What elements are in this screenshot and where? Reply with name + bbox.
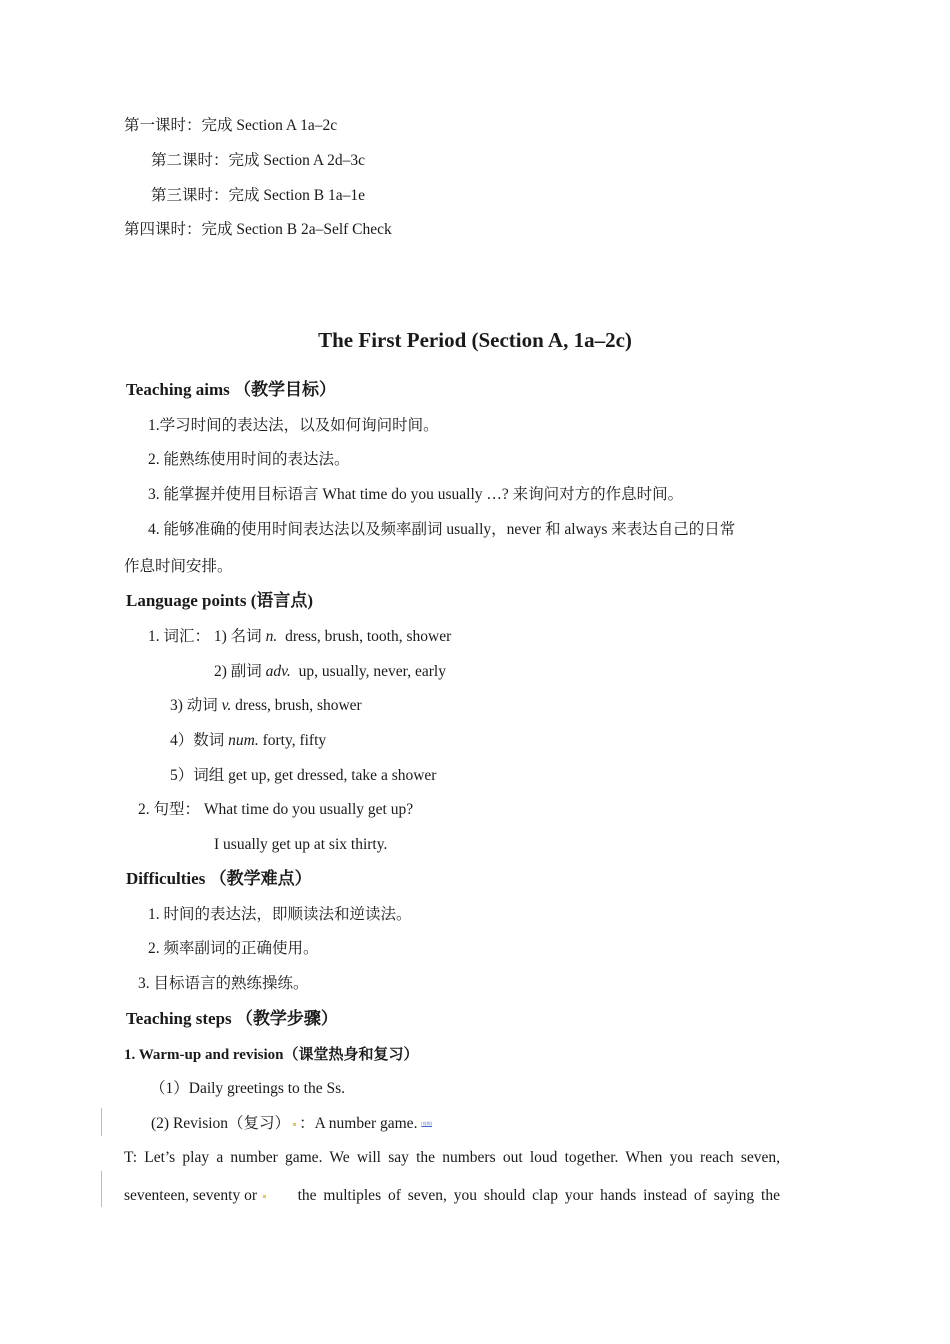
sentence-1: What time do you usually get up? <box>203 801 414 818</box>
revision-label: (2) Revision（复习） <box>151 1115 291 1132</box>
paragraph-line-2 <box>124 1186 780 1206</box>
difficulty-item-2: 2. 频率副词的正确使用。 <box>148 940 319 957</box>
aim-item-1: 1.学习时间的表达法，以及如何询问时间。 <box>148 417 439 434</box>
paragraph-text-a: seventeen, seventy or <box>124 1187 257 1204</box>
schedule-line-3: 第三课时：完成 Section B 1a–1e <box>151 187 365 204</box>
vocab-row-2 <box>214 662 446 682</box>
aim-item-3: 3. 能掌握并使用目标语言 What time do you usually …? 来询问对方的作息时间。 <box>148 486 684 503</box>
margin-marker <box>101 1171 102 1207</box>
vocab-row-1 <box>148 627 451 647</box>
vocab-5-words: get up, get dressed, take a shower <box>228 767 437 784</box>
vocab-2-label: 2) 副词 <box>214 663 262 680</box>
sentence-label: 2. 句型： <box>138 801 201 818</box>
vocab-4-label: 4）数词 <box>170 732 225 749</box>
vocab-1-words: dress, brush, tooth, shower <box>285 628 452 645</box>
vocab-1-label: 1) 名词 <box>213 628 262 645</box>
vocab-2-pos: adv. <box>265 663 291 680</box>
vocab-label: 1. 词汇： <box>148 628 211 645</box>
teaching-steps-heading: Teaching steps （教学步骤） <box>126 1009 338 1028</box>
step1-item-1: （1）Daily greetings to the Ss. <box>150 1080 346 1097</box>
comment-marker-icon <box>293 1123 296 1126</box>
vocab-row-5 <box>170 766 436 786</box>
difficulty-item-3: 3. 目标语言的熟练操练。 <box>138 975 309 992</box>
step1-item-2 <box>151 1114 432 1134</box>
vocab-row-4 <box>170 731 326 751</box>
teaching-aims-heading: Teaching aims （教学目标） <box>126 380 337 399</box>
sentence-2: I usually get up at six thirty. <box>214 836 388 853</box>
period-title: The First Period (Section A, 1a–2c) <box>318 328 632 352</box>
step1-heading: 1. Warm-up and revision（课堂热身和复习） <box>124 1047 419 1063</box>
aim-item-4-cont: 作息时间安排。 <box>124 558 233 575</box>
paragraph-line-2a <box>124 1186 268 1206</box>
tiny-link[interactable]: [视频] <box>421 1121 432 1127</box>
aim-item-4: 4. 能够准确的使用时间表达法以及频率副词 usually，never 和 always 来表达自己的日常 <box>148 521 736 538</box>
vocab-3-words: dress, brush, shower <box>235 697 362 714</box>
paragraph-line-2b: the multiples of seven, you should clap your hands instead of saying the <box>297 1187 780 1204</box>
schedule-line-2: 第二课时：完成 Section A 2d–3c <box>151 152 365 169</box>
comment-marker-icon <box>263 1195 266 1198</box>
vocab-2-words: up, usually, never, early <box>298 663 446 680</box>
language-points-heading: Language points (语言点) <box>126 591 314 610</box>
vocab-row-3 <box>170 696 362 716</box>
vocab-4-words: forty, fifty <box>262 732 327 749</box>
difficulty-item-1: 1. 时间的表达法，即顺读法和逆读法。 <box>148 906 412 923</box>
margin-marker <box>101 1108 102 1136</box>
vocab-3-pos: v. <box>221 697 232 714</box>
vocab-3-label: 3) 动词 <box>170 697 218 714</box>
vocab-5-label: 5）词组 <box>170 767 225 784</box>
schedule-line-1: 第一课时：完成 Section A 1a–2c <box>124 117 338 134</box>
schedule-line-4: 第四课时：完成 Section B 2a–Self Check <box>124 221 392 238</box>
vocab-4-pos: num. <box>228 732 259 749</box>
aim-item-2: 2. 能熟练使用时间的表达法。 <box>148 451 350 468</box>
vocab-1-pos: n. <box>265 628 278 645</box>
difficulties-heading: Difficulties （教学难点） <box>126 869 312 888</box>
revision-desc: ：A number game. <box>299 1115 418 1132</box>
sentence-row-1 <box>138 800 413 820</box>
paragraph-line-1: T: Let’s play a number game. We will say the numbers out loud together. When you reach seven, <box>124 1149 780 1166</box>
